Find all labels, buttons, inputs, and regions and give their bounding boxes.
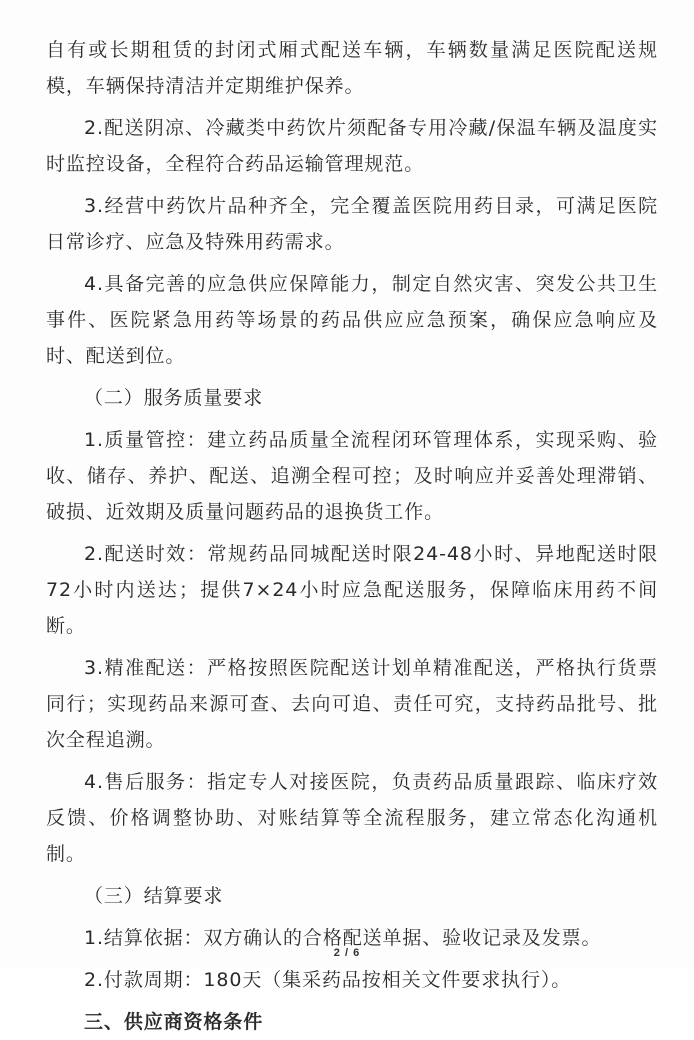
payment-period-item: 2.付款周期：180天（集采药品按相关文件要求执行）。: [84, 969, 572, 991]
document-body: [46, 32, 658, 1040]
quality-control-item: 1.质量管控：建立药品质量全流程闭环管理体系，实现采购、验收、储存、养护、配送、追溯全程可控；及时响应并妥善处理滞销、破损、近效期及质量问题药品的退换货工作。: [46, 429, 658, 523]
cold-chain-paragraph: 2.配送阴凉、冷藏类中药饮片须配备专用冷藏/保温车辆及温度实时监控设备，全程符合药品运输管理规范。: [46, 117, 658, 175]
settlement-basis-item: 1.结算依据：双方确认的合格配送单据、验收记录及发票。: [84, 927, 602, 949]
after-sales-item: 4.售后服务：指定专人对接医院，负责药品质量跟踪、临床疗效反馈、价格调整协助、对账结算等全流程服务，建立常态化沟通机制。: [46, 771, 658, 865]
precise-delivery-item: 3.精准配送：严格按照医院配送计划单精准配送，严格执行货票同行；实现药品来源可查、去向可追、责任可究，支持药品批号、批次全程追溯。: [46, 657, 658, 751]
supplier-qualification-heading: 三、供应商资格条件: [84, 1011, 264, 1033]
page-number: 2 / 6: [333, 947, 361, 959]
vehicle-paragraph: 自有或长期租赁的封闭式厢式配送车辆，车辆数量满足医院配送规模，车辆保持清洁并定期维护保养。: [46, 39, 658, 97]
settlement-heading: （三）结算要求: [84, 885, 224, 907]
emergency-supply-paragraph: 4.具备完善的应急供应保障能力，制定自然灾害、突发公共卫生事件、医院紧急用药等场景的药品供应应急预案，确保应急响应及时、配送到位。: [46, 273, 658, 367]
delivery-time-item: 2.配送时效：常规药品同城配送时限24-48小时、异地配送时限72小时内送达；提供7×24小时应急配送服务，保障临床用药不间断。: [46, 543, 658, 637]
product-range-paragraph: 3.经营中药饮片品种齐全，完全覆盖医院用药目录，可满足医院日常诊疗、应急及特殊用药需求。: [46, 195, 658, 253]
service-quality-heading: （二）服务质量要求: [84, 387, 264, 409]
